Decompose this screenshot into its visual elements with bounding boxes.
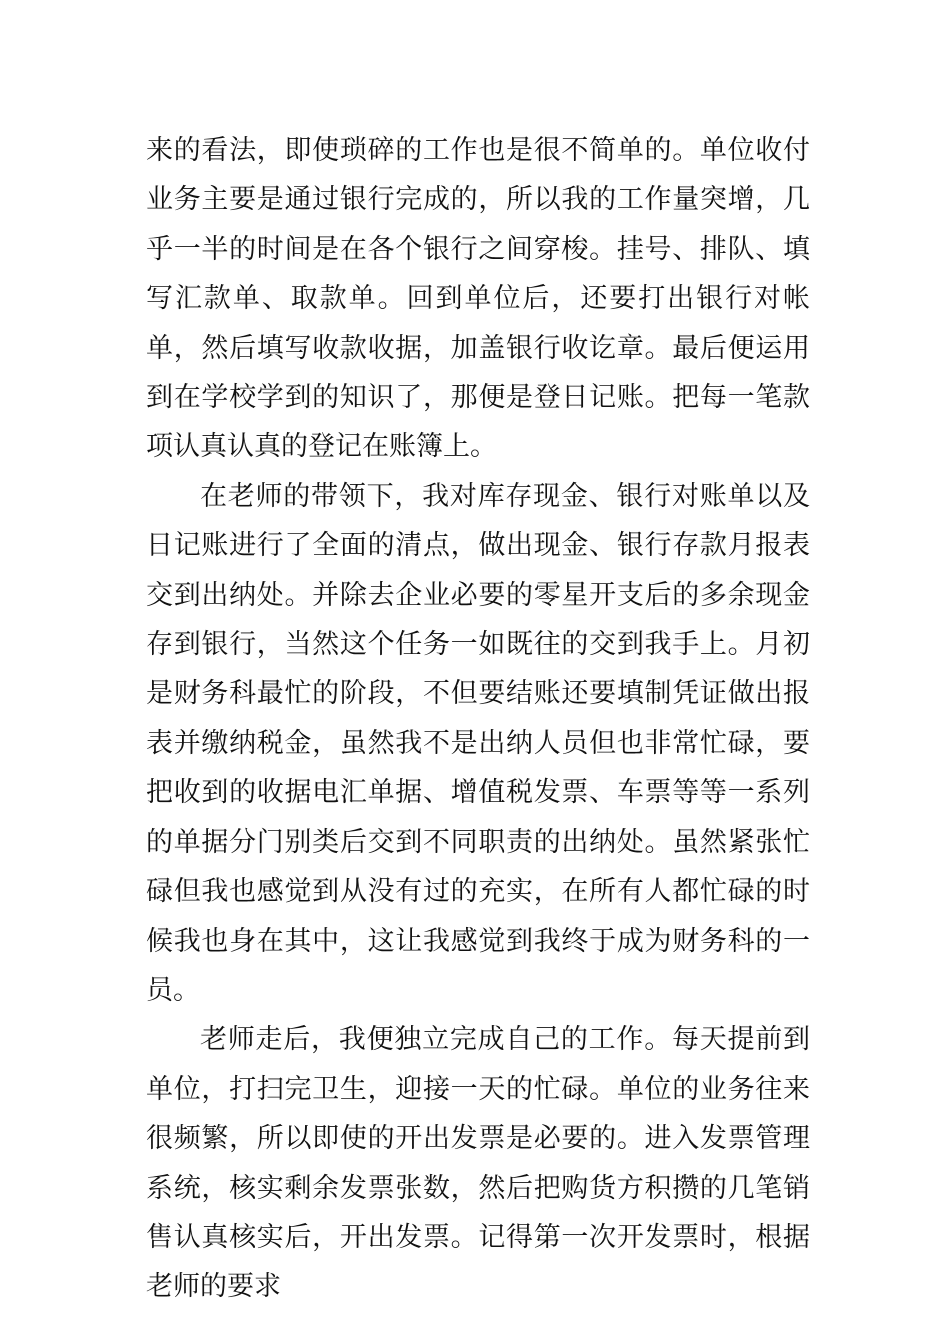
paragraph-independent-work: 老师走后，我便独立完成自己的工作。每天提前到单位，打扫完卫生，迎接一天的忙碌。单位的业务往来很频繁，所以即使的开出发票是必要的。进入发票管理系统，核实剩余发票张数，然后把购货方积攒的几笔销售认真核实后，开出发票。记得第一次开发票时，根据老师的要求: [146, 1024, 810, 1303]
paragraph-continued: 来的看法，即使琐碎的工作也是很不简单的。单位收付业务主要是通过银行完成的，所以我的工作量突增，几乎一半的时间是在各个银行之间穿梭。挂号、排队、填写汇款单、取款单。回到单位后，还要打出银行对帐单，然后填写收款收据，加盖银行收讫章。最后便运用到在学校学到的知识了，那便是登日记账。把每一笔款项认真认真的登记在账簿上。: [146, 135, 810, 463]
paragraph-teacher-guidance: 在老师的带领下，我对库存现金、银行对账单以及日记账进行了全面的清点，做出现金、银行存款月报表交到出纳处。并除去企业必要的零星开支后的多余现金存到银行，当然这个任务一如既往的交到我手上。月初是财务科最忙的阶段，不但要结账还要填制凭证做出报表并缴纳税金，虽然我不是出纳人员但也非常忙碌，要把收到的收据电汇单据、增值税发票、车票等等一系列的单据分门别类后交到不同职责的出纳处。虽然紧张忙碌但我也感觉到从没有过的充实，在所有人都忙碌的时候我也身在其中，这让我感觉到我终于成为财务科的一员。: [146, 480, 810, 1006]
document-body: [146, 126, 810, 1312]
